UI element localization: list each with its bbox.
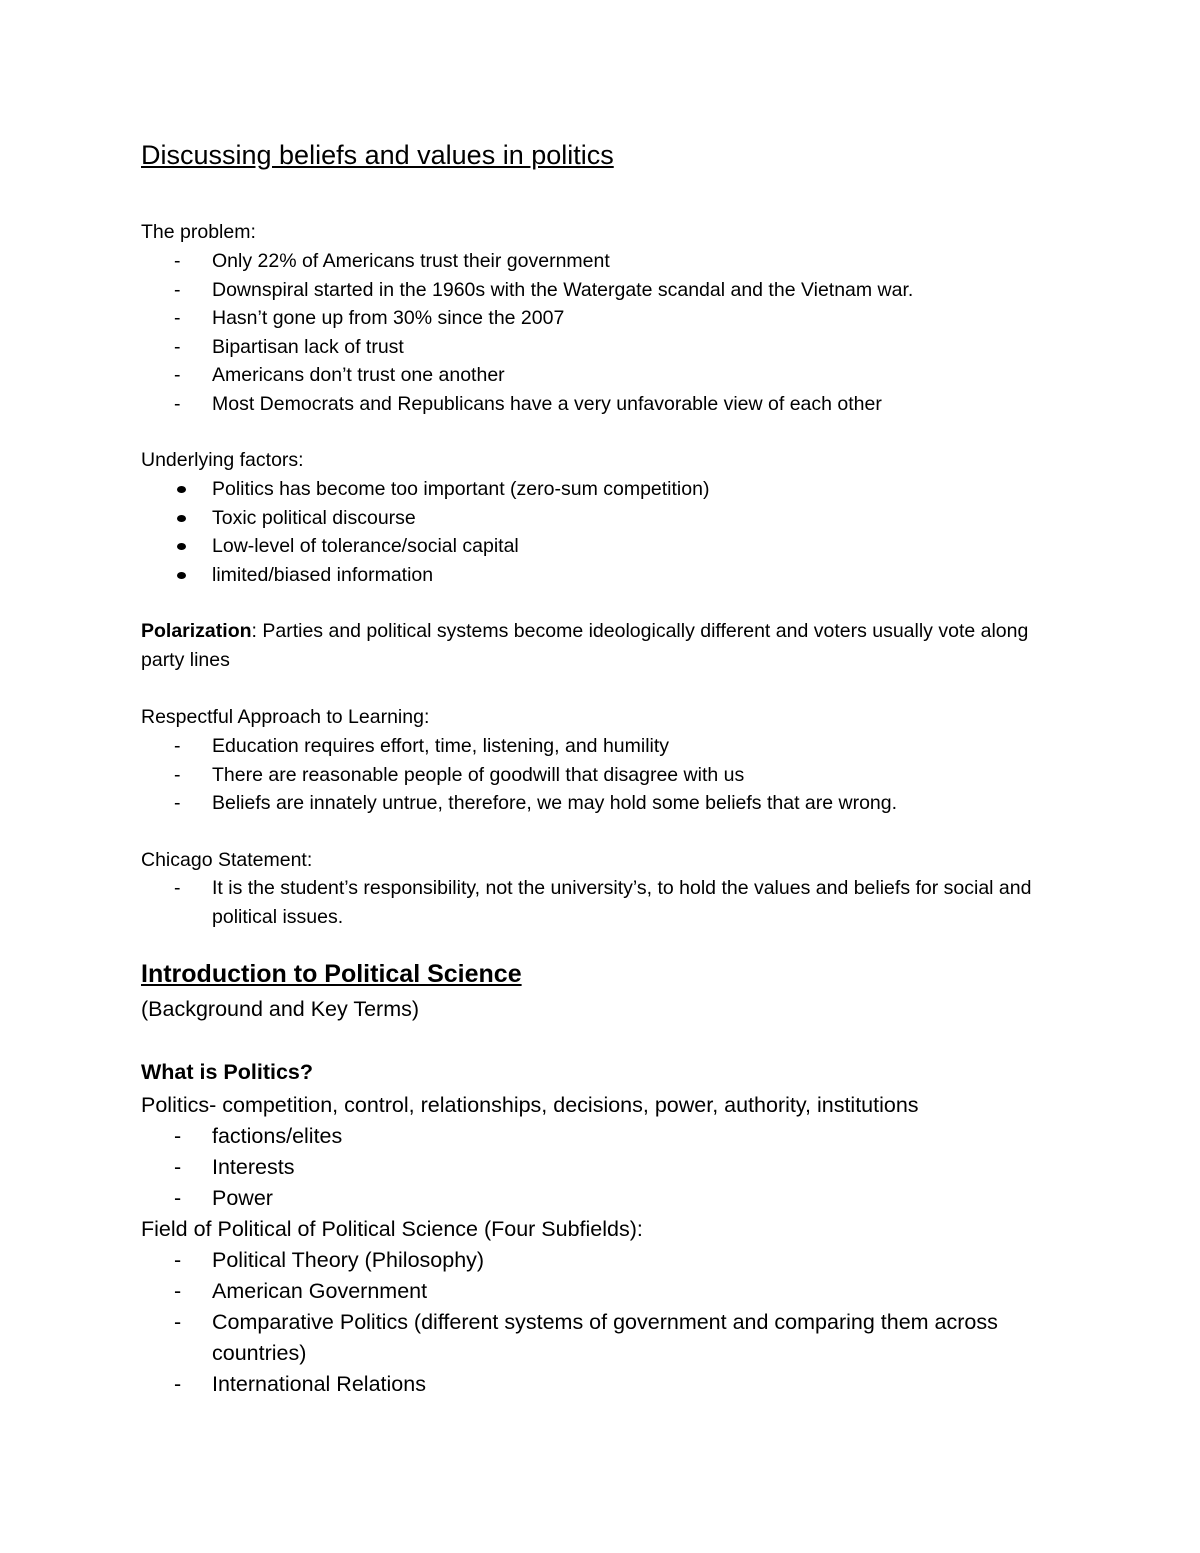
dash-marker: -: [174, 792, 181, 814]
list-item: - Political Theory (Philosophy): [141, 1245, 1032, 1276]
section-subtitle: (Background and Key Terms): [141, 997, 420, 1021]
list-item: - American Government: [141, 1276, 1032, 1307]
dash-marker: -: [174, 1155, 182, 1179]
list-item: - Americans don’t trust one another: [141, 361, 913, 390]
section-title-beliefs: Discussing beliefs and values in politics: [141, 140, 614, 170]
respectful-list: [141, 732, 897, 818]
dash-marker: -: [174, 1279, 182, 1303]
list-item: limited/biased information: [141, 561, 709, 590]
list-item: - There are reasonable people of goodwill that disagree with us: [141, 761, 897, 790]
polarization-text: : Parties and political systems become ideologically different and voters usually vote along party lines: [141, 620, 1029, 671]
dash-marker: -: [174, 307, 181, 329]
list-item: - International Relations: [141, 1369, 1032, 1400]
list-item: - It is the student’s responsibility, not the university’s, to hold the values and beliefs for social and political issues.: [141, 874, 1032, 931]
list-item: - Only 22% of Americans trust their government: [141, 247, 913, 276]
politics-line: Politics- competition, control, relationships, decisions, power, authority, institutions: [141, 1093, 919, 1117]
politics-list: [141, 1121, 342, 1214]
section-title-intro: Introduction to Political Science: [141, 960, 522, 988]
dash-marker: -: [174, 877, 181, 899]
dash-marker: -: [174, 735, 181, 757]
list-item: - Education requires effort, time, listening, and humility: [141, 732, 897, 761]
bullet-icon: [177, 543, 186, 550]
dash-marker: -: [174, 1248, 182, 1272]
dash-marker: -: [174, 1372, 182, 1396]
list-item: - Downspiral started in the 1960s with the Watergate scandal and the Vietnam war.: [141, 276, 913, 305]
list-item: - Hasn’t gone up from 30% since the 2007: [141, 304, 913, 333]
bullet-icon: [177, 572, 186, 579]
dash-marker: -: [174, 763, 181, 786]
dash-marker: -: [174, 250, 181, 272]
list-item: - Beliefs are innately untrue, therefore, we may hold some beliefs that are wrong.: [141, 789, 897, 818]
list-item: - Bipartisan lack of trust: [141, 333, 913, 362]
list-item: Low-level of tolerance/social capital: [141, 532, 709, 561]
dash-marker: -: [174, 1310, 182, 1334]
dash-marker: -: [174, 278, 181, 301]
list-item: - Power: [141, 1183, 342, 1214]
problem-list: [141, 247, 913, 418]
dash-marker: -: [174, 335, 181, 358]
field-list: [141, 1245, 1032, 1400]
list-item: - Interests: [141, 1152, 342, 1183]
list-item: Toxic political discourse: [141, 504, 709, 533]
dash-marker: -: [174, 392, 181, 415]
polarization-term: Polarization: [141, 620, 252, 642]
dash-marker: -: [174, 1124, 182, 1148]
dash-marker: -: [174, 364, 181, 386]
bullet-icon: [177, 486, 186, 493]
factors-list: [141, 475, 709, 589]
list-item: - factions/elites: [141, 1121, 342, 1152]
list-item: Politics has become too important (zero-sum competition): [141, 475, 709, 504]
what-is-politics-heading: What is Politics?: [141, 1060, 314, 1084]
list-item: - Most Democrats and Republicans have a very unfavorable view of each other: [141, 390, 913, 419]
bullet-icon: [177, 515, 186, 522]
polarization-definition: [141, 617, 1041, 674]
field-heading: Field of Political of Political Science (Four Subfields):: [141, 1217, 643, 1241]
problem-heading: The problem:: [141, 221, 256, 243]
chicago-list: [141, 874, 1032, 931]
dash-marker: -: [174, 1186, 182, 1210]
list-item: - Comparative Politics (different systems of government and comparing them across countries): [141, 1307, 1032, 1369]
respectful-heading: Respectful Approach to Learning:: [141, 706, 430, 728]
chicago-heading: Chicago Statement:: [141, 849, 313, 871]
factors-heading: Underlying factors:: [141, 449, 304, 471]
